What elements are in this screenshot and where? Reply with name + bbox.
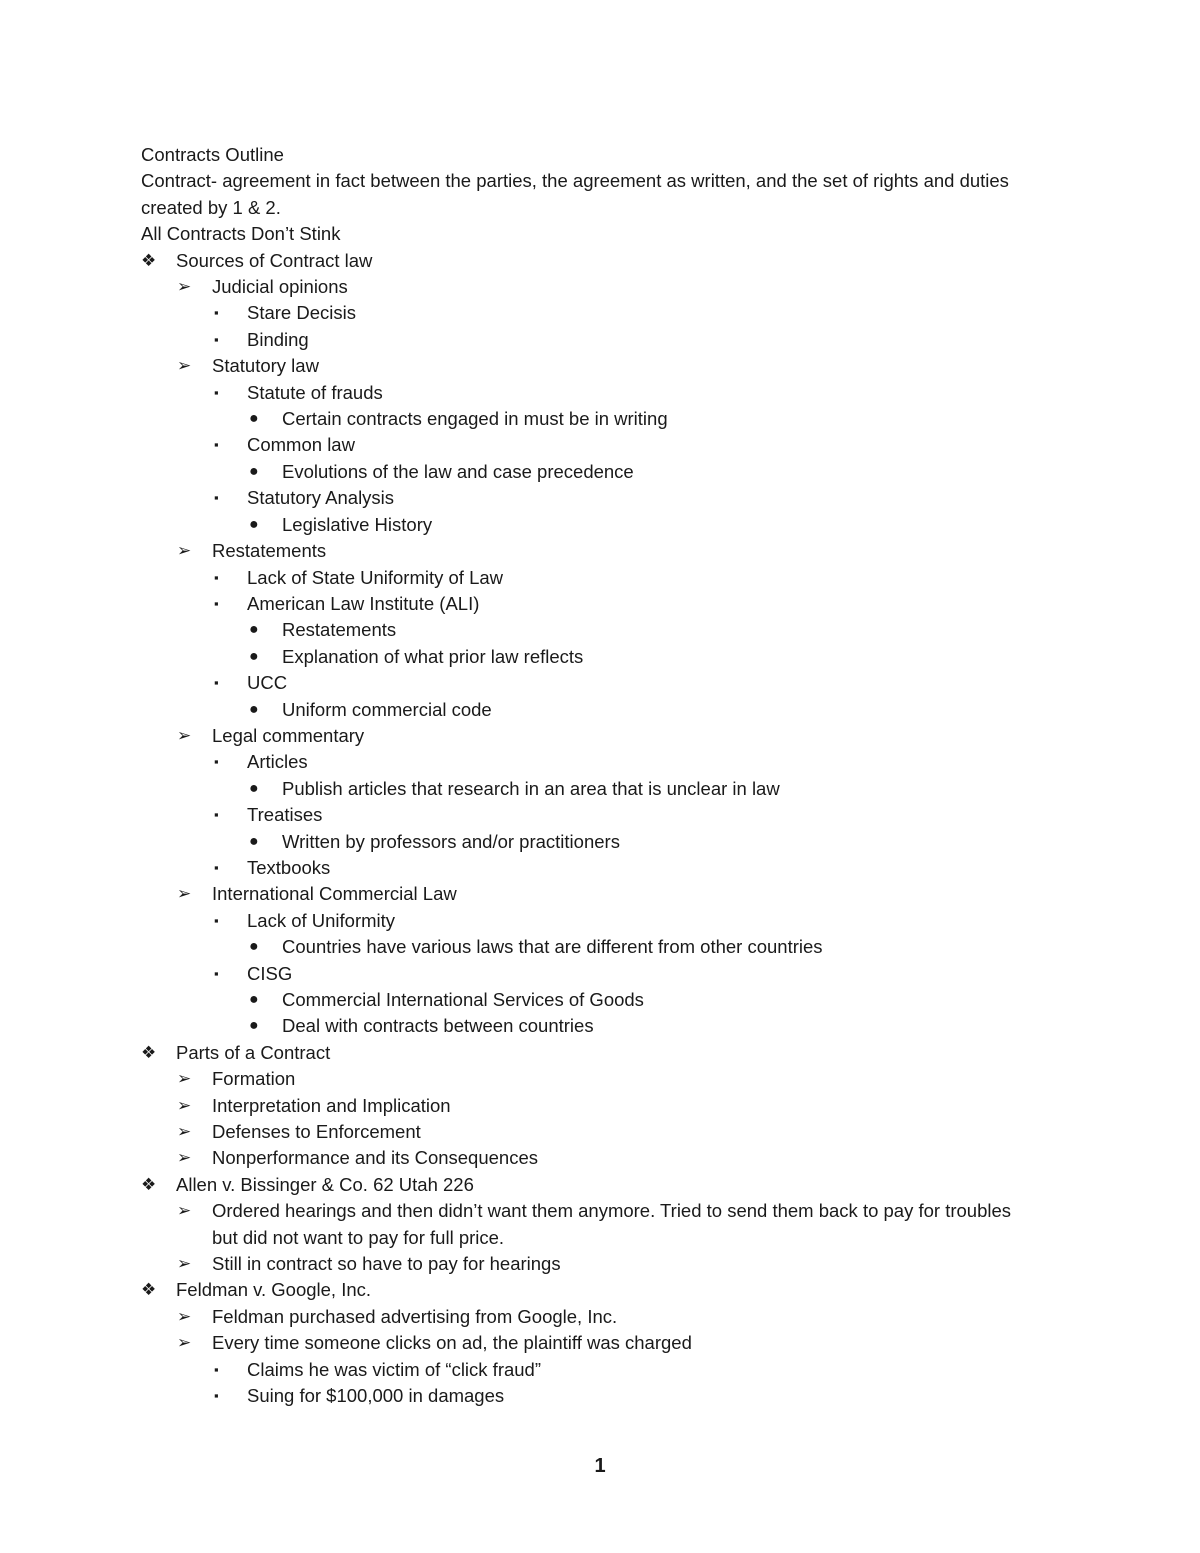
bullet-icon: ● bbox=[249, 462, 259, 480]
outline-item-text: Every time someone clicks on ad, the plaintiff was charged bbox=[212, 1332, 692, 1354]
outline-item-level-4 bbox=[141, 644, 1041, 670]
outline-item-text: Formation bbox=[212, 1068, 296, 1090]
outline-item-text: Defenses to Enforcement bbox=[212, 1121, 421, 1143]
bullet-icon: ➢ bbox=[177, 1095, 192, 1115]
outline-item-level-3 bbox=[141, 855, 1041, 881]
outline-item-text: Textbooks bbox=[247, 856, 331, 878]
outline-item-level-1 bbox=[141, 1172, 1041, 1198]
bullet-icon: ● bbox=[249, 515, 259, 533]
outline-item-level-3 bbox=[141, 1357, 1041, 1383]
outline-item-text: Countries have various laws that are different from other countries bbox=[282, 936, 823, 958]
bullet-icon: ● bbox=[249, 410, 259, 428]
bullet-icon: ❖ bbox=[141, 1280, 157, 1300]
outline-item-text: Stare Decisis bbox=[247, 302, 356, 324]
bullet-icon: ▪ bbox=[214, 437, 219, 453]
outline-item-text: Binding bbox=[247, 328, 309, 350]
outline-item-text: CISG bbox=[247, 962, 293, 984]
bullet-icon: ❖ bbox=[141, 1174, 157, 1194]
outline-item-level-3 bbox=[141, 802, 1041, 828]
bullet-icon: ▪ bbox=[214, 912, 219, 928]
outline-item-level-1 bbox=[141, 1277, 1041, 1303]
bullet-icon: ▪ bbox=[214, 859, 219, 875]
bullet-icon: ➢ bbox=[177, 1333, 192, 1353]
outline-item-level-1 bbox=[141, 1040, 1041, 1066]
outline-item-level-1 bbox=[141, 248, 1041, 274]
bullet-icon: ➢ bbox=[177, 1254, 192, 1274]
outline-item-text: Suing for $100,000 in damages bbox=[247, 1385, 505, 1407]
outline-item-level-4 bbox=[141, 459, 1041, 485]
outline-item-text: Statutory law bbox=[212, 355, 319, 377]
outline-item-text: Publish articles that research in an area that is unclear in law bbox=[282, 777, 780, 799]
outline-item-level-2 bbox=[141, 353, 1041, 379]
outline-item-level-3 bbox=[141, 485, 1041, 511]
outline-item-text: Parts of a Contract bbox=[176, 1041, 331, 1063]
outline-item-level-2 bbox=[141, 1145, 1041, 1171]
outline-item-text: Lack of Uniformity bbox=[247, 909, 396, 931]
outline-item-level-2 bbox=[141, 1066, 1041, 1092]
bullet-icon: ❖ bbox=[141, 250, 157, 270]
bullet-icon: ➢ bbox=[177, 725, 192, 745]
outline-item-level-3 bbox=[141, 327, 1041, 353]
outline-item-text: Deal with contracts between countries bbox=[282, 1015, 594, 1037]
outline-item-level-3 bbox=[141, 432, 1041, 458]
outline-item-level-4 bbox=[141, 829, 1041, 855]
bullet-icon: ▪ bbox=[214, 807, 219, 823]
outline-item-text: Common law bbox=[247, 434, 355, 456]
bullet-icon: ● bbox=[249, 832, 259, 850]
outline-item-text: Lack of State Uniformity of Law bbox=[247, 566, 504, 588]
outline-item-level-3 bbox=[141, 565, 1041, 591]
bullet-icon: ▪ bbox=[214, 1361, 219, 1377]
outline-item-level-3 bbox=[141, 1383, 1041, 1409]
outline-item-text: Certain contracts engaged in must be in writing bbox=[282, 408, 668, 430]
bullet-icon: ● bbox=[249, 938, 259, 956]
bullet-icon: ▪ bbox=[214, 675, 219, 691]
outline-item-text: Allen v. Bissinger & Co. 62 Utah 226 bbox=[176, 1173, 474, 1195]
outline-item-text: Restatements bbox=[282, 619, 397, 641]
outline-item-level-2 bbox=[141, 1093, 1041, 1119]
document-body bbox=[141, 142, 1041, 1410]
outline-item-level-3 bbox=[141, 300, 1041, 326]
outline-item-text: Ordered hearings and then didn’t want them anymore. Tried to send them back to pay for troubles but did not want to pay for full price. bbox=[212, 1200, 1012, 1248]
bullet-icon: ➢ bbox=[177, 1201, 192, 1221]
contract-definition: Contract- agreement in fact between the parties, the agreement as written, and the set of rights and duties created by 1 & 2. bbox=[141, 170, 1009, 218]
bullet-icon: ▪ bbox=[214, 965, 219, 981]
outline-item-level-3 bbox=[141, 749, 1041, 775]
bullet-icon: ➢ bbox=[177, 356, 192, 376]
bullet-icon: ➢ bbox=[177, 1069, 192, 1089]
outline-item-level-4 bbox=[141, 934, 1041, 960]
outline-item-level-3 bbox=[141, 380, 1041, 406]
bullet-icon: ➢ bbox=[177, 1306, 192, 1326]
outline-item-level-2 bbox=[141, 538, 1041, 564]
outline-item-level-4 bbox=[141, 1013, 1041, 1039]
bullet-icon: ▪ bbox=[214, 331, 219, 347]
outline-item-level-2 bbox=[141, 1330, 1041, 1356]
bullet-icon: ➢ bbox=[177, 1148, 192, 1168]
outline-item-level-2 bbox=[141, 723, 1041, 749]
outline-item-level-4 bbox=[141, 987, 1041, 1013]
outline-item-text: Commercial International Services of Goods bbox=[282, 989, 644, 1010]
bullet-icon: ➢ bbox=[177, 1122, 192, 1142]
outline-item-text: Claims he was victim of “click fraud” bbox=[247, 1358, 542, 1380]
outline-item-text: Statute of frauds bbox=[247, 381, 383, 403]
outline-item-level-3 bbox=[141, 961, 1041, 987]
bullet-icon: ▪ bbox=[214, 754, 219, 770]
outline-item-level-2 bbox=[141, 1198, 1041, 1251]
bullet-icon: ● bbox=[249, 1017, 259, 1035]
outline-item-level-2 bbox=[141, 1251, 1041, 1277]
bullet-icon: ▪ bbox=[214, 569, 219, 585]
bullet-icon: ❖ bbox=[141, 1042, 157, 1062]
outline-item-text: Statutory Analysis bbox=[247, 487, 395, 509]
outline-item-level-2 bbox=[141, 274, 1041, 300]
mnemonic-line: All Contracts Don’t Stink bbox=[141, 223, 341, 245]
outline-item-level-2 bbox=[141, 881, 1041, 907]
bullet-icon: ▪ bbox=[214, 1388, 219, 1404]
bullet-icon: ● bbox=[249, 647, 259, 665]
outline-item-text: Legislative History bbox=[282, 513, 433, 535]
bullet-icon: ▪ bbox=[214, 595, 219, 611]
bullet-icon: ➢ bbox=[177, 541, 192, 561]
outline-item-text: Explanation of what prior law reflects bbox=[282, 645, 584, 667]
outline-item-level-2 bbox=[141, 1304, 1041, 1330]
bullet-icon: ▪ bbox=[214, 305, 219, 321]
bullet-icon: ● bbox=[249, 621, 259, 639]
outline-item-text: Nonperformance and its Consequences bbox=[212, 1147, 538, 1169]
outline-item-level-2 bbox=[141, 1119, 1041, 1145]
outline-item-text: Evolutions of the law and case precedence bbox=[282, 460, 634, 482]
outline-item-text: Interpretation and Implication bbox=[212, 1094, 451, 1116]
outline-item-level-3 bbox=[141, 670, 1041, 696]
outline-item-text: Feldman v. Google, Inc. bbox=[176, 1279, 372, 1301]
outline-list bbox=[141, 248, 1041, 1410]
outline-item-text: International Commercial Law bbox=[212, 883, 457, 905]
outline-item-text: Legal commentary bbox=[212, 724, 365, 746]
outline-item-text: Uniform commercial code bbox=[282, 698, 492, 720]
outline-item-level-4 bbox=[141, 776, 1041, 802]
page-number: 1 bbox=[594, 1455, 606, 1477]
outline-item-text: UCC bbox=[247, 672, 288, 694]
outline-item-text: Judicial opinions bbox=[212, 276, 348, 298]
document-title: Contracts Outline bbox=[141, 144, 284, 165]
outline-item-level-4 bbox=[141, 406, 1041, 432]
outline-item-text: Restatements bbox=[212, 540, 327, 562]
outline-item-text: Still in contract so have to pay for hearings bbox=[212, 1253, 561, 1275]
outline-item-level-3 bbox=[141, 908, 1041, 934]
bullet-icon: ▪ bbox=[214, 490, 219, 506]
bullet-icon: ➢ bbox=[177, 884, 192, 904]
outline-item-text: Feldman purchased advertising from Google, Inc. bbox=[212, 1305, 618, 1327]
bullet-icon: ➢ bbox=[177, 277, 192, 297]
outline-item-text: Sources of Contract law bbox=[176, 249, 373, 271]
outline-item-level-4 bbox=[141, 512, 1041, 538]
outline-item-level-3 bbox=[141, 591, 1041, 617]
outline-item-text: Articles bbox=[247, 751, 308, 773]
outline-item-text: Written by professors and/or practitioners bbox=[282, 830, 620, 852]
bullet-icon: ● bbox=[249, 779, 259, 797]
bullet-icon: ▪ bbox=[214, 384, 219, 400]
outline-item-text: American Law Institute (ALI) bbox=[247, 592, 480, 614]
outline-item-level-4 bbox=[141, 697, 1041, 723]
bullet-icon: ● bbox=[249, 700, 259, 718]
outline-item-text: Treatises bbox=[247, 804, 323, 826]
bullet-icon: ● bbox=[249, 991, 259, 1008]
outline-item-level-4 bbox=[141, 617, 1041, 643]
